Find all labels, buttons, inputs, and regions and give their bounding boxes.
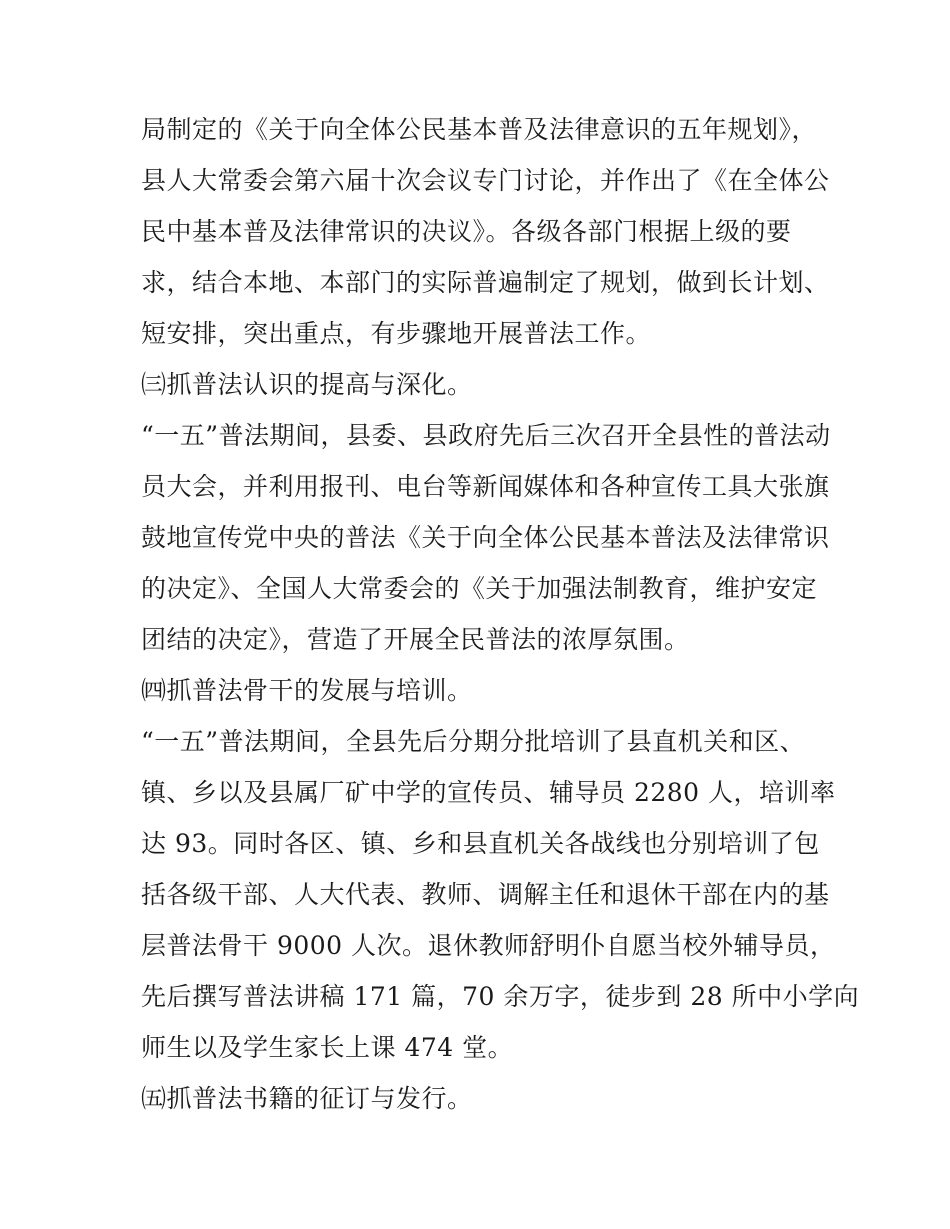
text-line: 括各级干部、人大代表、教师、调解主任和退休干部在内的基 [141,880,830,909]
section-heading: ㈣抓普法骨干的发展与培训。 [141,676,473,705]
section-heading: ㈢抓普法认识的提高与深化。 [141,370,473,399]
text-line: 层普法骨干 9000 人次。退休教师舒明仆自愿当校外辅导员， [141,931,836,960]
text-line: 县人大常委会第六届十次会议专门讨论，并作出了《在全体公 [141,166,830,195]
text-line: 员大会，并利用报刊、电台等新闻媒体和各种宣传工具大张旗 [141,472,830,501]
text-line: “一五”普法期间，全县先后分期分批培训了县直机关和区、 [141,727,806,756]
text-line: 团结的决定》，营造了开展全民普法的浓厚氛围。 [141,625,690,654]
text-line: 达 93。同时各区、镇、乡和县直机关各战线也分别培训了包 [141,829,820,858]
text-line: “一五”普法期间，县委、县政府先后三次召开全县性的普法动 [141,421,831,450]
text-line: 师生以及学生家长上课 474 堂。 [141,1033,514,1062]
text-line: 鼓地宣传党中央的普法《关于向全体公民基本普法及法律常识 [141,523,830,552]
text-line: 求，结合本地、本部门的实际普遍制定了规划，做到长计划、 [141,268,830,297]
text-line: 民中基本普及法律常识的决议》。各级各部门根据上级的要 [141,217,792,246]
text-line: 镇、乡以及县属厂矿中学的宣传员、辅导员 2280 人，培训率 [141,778,836,807]
text-line: 局制定的《关于向全体公民基本普及法律意识的五年规划》， [141,115,818,144]
text-line: 先后撰写普法讲稿 171 篇，70 余万字，徒步到 28 所中小学向 [141,982,860,1011]
body-text [141,104,860,1124]
section-heading: ㈤抓普法书籍的征订与发行。 [141,1084,473,1113]
text-line: 的决定》、全国人大常委会的《关于加强法制教育，维护安定 [141,574,818,603]
text-line: 短安排，突出重点，有步骤地开展普法工作。 [141,319,652,348]
